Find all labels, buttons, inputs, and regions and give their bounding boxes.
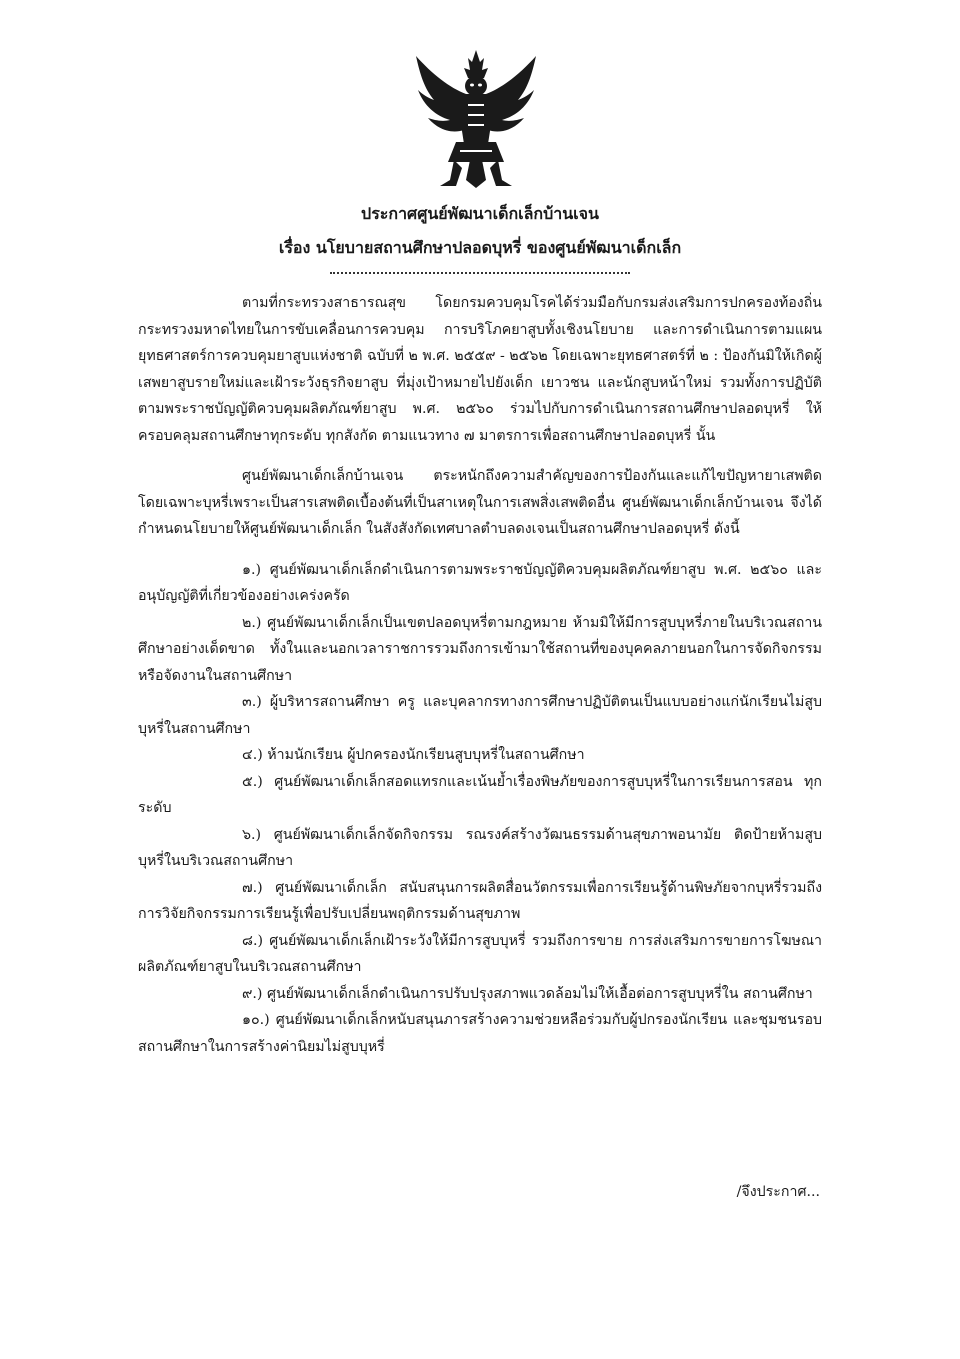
document-title: ประกาศศูนย์พัฒนาเด็กเล็กบ้านเจน bbox=[361, 204, 599, 223]
document-subject: เรื่อง นโยบายสถานศึกษาปลอดบุหรี่ ของศูนย์พัฒนาเด็กเล็ก bbox=[278, 238, 682, 257]
title-divider bbox=[330, 272, 630, 274]
policy-item-9: ๙.) ศูนย์พัฒนาเด็กเล็กดำเนินการปรับปรุงสภาพแวดล้อมไม่ให้เอื้อต่อการสูบบุหรี่ใน สถานศึกษา bbox=[242, 985, 813, 1002]
policy-item-7: ๗.) ศูนย์พัฒนาเด็กเล็ก สนับสนุนการผลิตสื่อนวัตกรรมเพื่อการเรียนรู้ด้านพิษภัยจากบุหรี่รวมถึงการวิจัยกิจกรรมการเรียนรู้เพื่อปรับเปลี่ยนพฤติกรรมด้านสุขภาพ bbox=[138, 879, 822, 922]
policy-item-8: ๘.) ศูนย์พัฒนาเด็กเล็กเฝ้าระวังให้มีการสูบบุหรี่ รวมถึงการขาย การส่งเสริมการขายการโฆษณาผลิตภัณฑ์ยาสูบในบริเวณสถานศึกษา bbox=[138, 932, 822, 975]
policy-item-10: ๑๐.) ศูนย์พัฒนาเด็กเล็กหนับสนุนภารสร้างความช่วยหลือร่วมกับผู้ปกรองนักเรียน และชุมชนรอบสถานศึกษาในการสร้างค่านิยมไม่สูบบุหรี่ bbox=[138, 1012, 822, 1055]
document-body bbox=[138, 290, 822, 1060]
garuda-emblem-icon bbox=[410, 48, 542, 190]
policy-item-3: ๓.) ผู้บริหารสถานศึกษา ครู และบุคลากรทางการศึกษาปฏิบัติตนเป็นแบบอย่างแก่นักเรียนไม่สูบบุหรี่ในสถานศึกษา bbox=[138, 694, 822, 737]
policy-item-1: ๑.) ศูนย์พัฒนาเด็กเล็กดำเนินการตามพระราชบัญญัติควบคุมผลิตภัณฑ์ยาสูบ พ.ศ. ๒๕๖๐ และอนุบัญญัติที่เกี่ยวข้องอย่างเคร่งครัด bbox=[138, 561, 822, 604]
continuation-note: /จึงประกาศ... bbox=[736, 1184, 820, 1200]
statement-paragraph: ศูนย์พัฒนาเด็กเล็กบ้านเจน ตระหนักถึงความสำคัญของการป้องกันและแก้ไขปัญหายาเสพติด โดยเฉพาะบุหรี่เพราะเป็นสารเสพติดเบื้องต้นที่เป็นสาเหตุในการเสพสิ่งเสพติดอื่น ศูนย์พัฒนาเด็กเล็กบ้านเจน จึงได้กำหนดนโยบายให้ศูนย์พัฒนาเด็กเล็ก ในสังสังกัดเทศบาลตำบลดงเจนเป็นสถานศึกษาปลอดบุหรี่ ดังนี้ bbox=[138, 468, 822, 537]
policy-item-5: ๕.) ศูนย์พัฒนาเด็กเล็กสอดแทรกและเน้นย้ำเรื่องพิษภัยของการสูบบุหรี่ในการเรียนการสอน ทุกระดับ bbox=[138, 773, 822, 816]
intro-paragraph: ตามที่กระทรวงสาธารณสุข โดยกรมควบคุมโรคได้ร่วมมือกับกรมส่งเสริมการปกครองท้องถิ่น กระทรวงมหาดไทยในการขับเคลื่อนการควบคุม การบริโภคยาสูบทั้งเชิงนโยบาย และการดำเนินการตามแผนยุทธศาสตร์การควบคุมยาสูบแห่งชาติ ฉบับที่ ๒ พ.ศ. ๒๕๕๙ - ๒๕๖๒ โดยเฉพาะยุทธศาสตร์ที่ ๒ : ป้องกันมิให้เกิดผู้เสพยาสูบรายใหม่และเฝ้าระวังธุรกิจยาสูบ ที่มุ่งเป้าหมายไปยังเด็ก เยาวชน และนักสูบหน้าใหม่ รวมทั้งการปฏิบัติตามพระราชบัญญัติควบคุมผลิตภัณฑ์ยาสูบ พ.ศ. ๒๕๖๐ ร่วมไปกับการดำเนินการสถานศึกษาปลอดบุหรี่ ให้ครอบคลุมสถานศึกษาทุกระดับ ทุกสังกัด ตามแนวทาง ๗ มาตรการเพื่อสถานศึกษาปลอดบุหรี่ นั้น bbox=[138, 295, 822, 444]
policy-item-6: ๖.) ศูนย์พัฒนาเด็กเล็กจัดกิจกรรม รณรงค์สร้างวัฒนธรรมด้านสุขภาพอนามัย ติดป้ายห้ามสูบบุหรี่ในบริเวณสถานศึกษา bbox=[138, 826, 822, 869]
policy-item-2: ๒.) ศูนย์พัฒนาเด็กเล็กเป็นเขตปลอดบุหรี่ตามกฎหมาย ห้ามมิให้มีการสูบบุหรี่ภายในบริเวณสถานศึกษาอย่างเด็ดขาด ทั้งในและนอกเวลาราชการรวมถึงการเข้ามาใช้สถานที่ของบุคคลภายนอกในการจัดกิจกรรมหรือจัดงานในสถานศึกษา bbox=[138, 614, 822, 684]
policy-item-4: ๔.) ห้ามนักเรียน ผู้ปกครองนักเรียนสูบบุหรี่ในสถานศึกษา bbox=[242, 747, 585, 763]
